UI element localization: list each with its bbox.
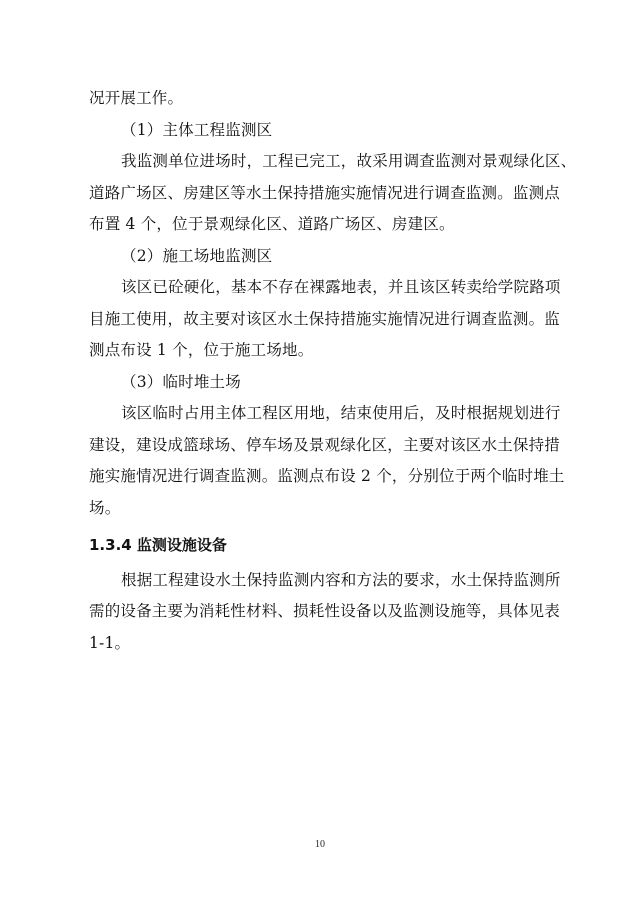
text-line: 施实施情况进行调查监测。监测点布设 2 个，分别位于两个临时堆土 xyxy=(89,467,565,485)
text-line: 我监测单位进场时，工程已完工，故采用调查监测对景观绿化区、 xyxy=(121,152,577,170)
paragraph-block-equipment xyxy=(89,565,559,660)
text-line: 目施工使用，故主要对该区水土保持措施实施情况进行调查监测。监 xyxy=(89,309,561,328)
text-line: （3）临时堆土场 xyxy=(121,372,241,391)
paragraph-block-monitoring-zones xyxy=(89,83,577,524)
text-line: 该区已砼硬化，基本不存在裸露地表，并且该区转卖给学院路项 xyxy=(121,278,561,296)
text-line: 该区临时占用主体工程区用地，结束使用后，及时根据规划进行 xyxy=(121,404,561,422)
text-line: 场。 xyxy=(89,498,121,517)
text-line: （2）施工场地监测区 xyxy=(121,246,273,265)
text-line: 根据工程建设水土保持监测内容和方法的要求，水土保持监测所 xyxy=(121,570,561,589)
text-line: （1）主体工程监测区 xyxy=(121,120,273,139)
text-line: 测点布设 1 个，位于施工场地。 xyxy=(89,341,314,359)
page-number: 10 xyxy=(315,839,325,850)
text-line: 道路广场区、房建区等水土保持措施实施情况进行调查监测。监测点 xyxy=(89,183,561,202)
document-body xyxy=(89,83,577,659)
section-heading: 1.3.4 监测设施设备 xyxy=(89,536,227,554)
text-line: 建设，建设成篮球场、停车场及景观绿化区，主要对该区水土保持措 xyxy=(89,435,561,454)
text-line: 1-1。 xyxy=(89,633,131,652)
text-line: 况开展工作。 xyxy=(89,89,184,107)
text-line: 布置 4 个，位于景观绿化区、道路广场区、房建区。 xyxy=(89,215,455,233)
text-line: 需的设备主要为消耗性材料、损耗性设备以及监测设施等，具体见表 xyxy=(89,602,561,620)
